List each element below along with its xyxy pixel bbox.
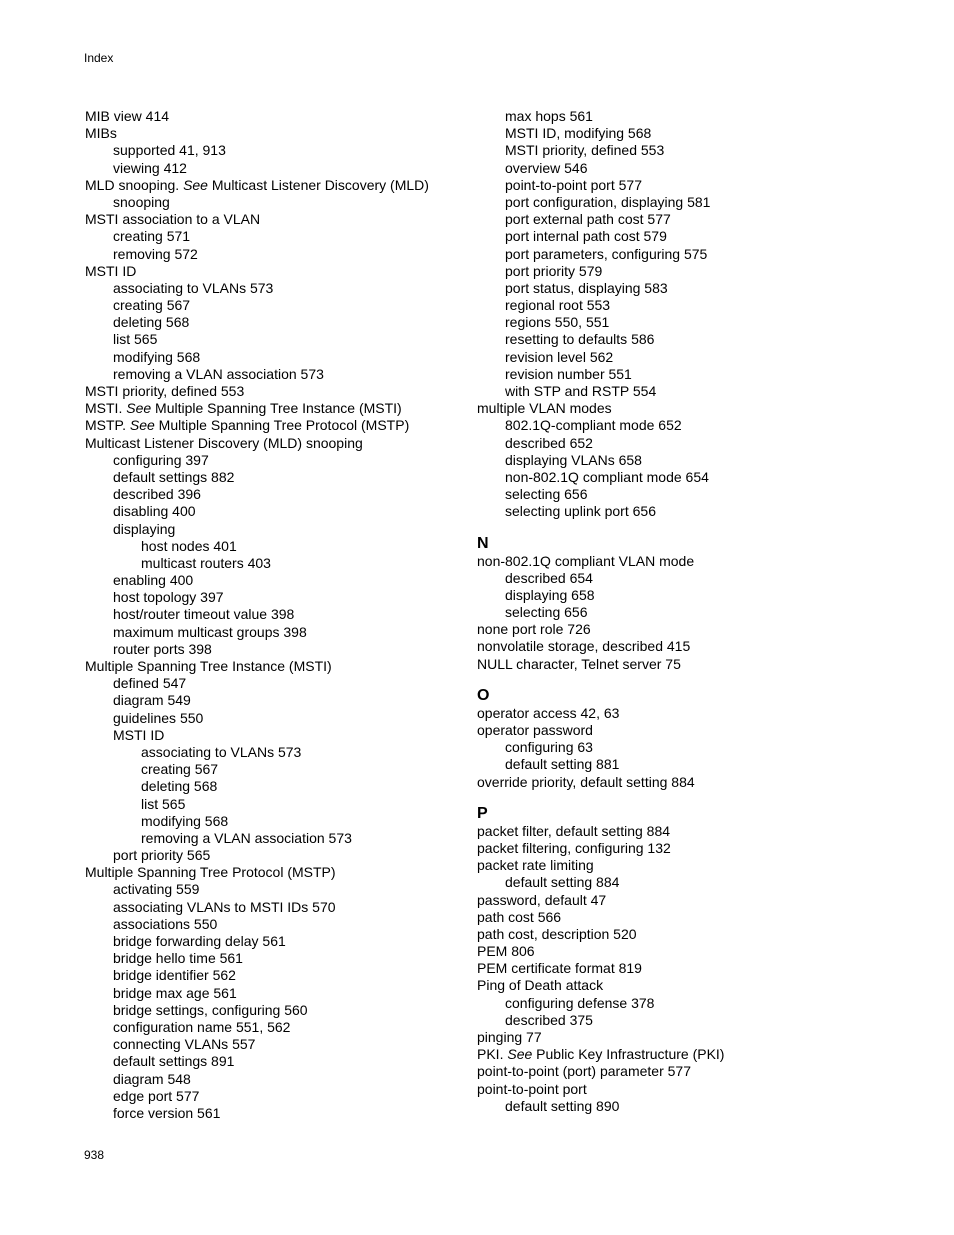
index-entry bbox=[85, 417, 485, 434]
index-entry: deleting 568 bbox=[141, 778, 218, 795]
index-entry: described 396 bbox=[113, 486, 201, 503]
index-entry: revision level 562 bbox=[505, 348, 614, 365]
index-entry: non-802.1Q compliant VLAN mode bbox=[477, 552, 695, 569]
index-entry: snooping bbox=[113, 193, 170, 210]
index-entry: resetting to defaults 586 bbox=[505, 331, 655, 348]
index-entry: port priority 579 bbox=[505, 262, 603, 279]
see-reference: See bbox=[183, 176, 208, 193]
index-entry: modifying 568 bbox=[141, 812, 229, 829]
index-entry: overview 546 bbox=[505, 159, 588, 176]
page-number: 938 bbox=[84, 1148, 105, 1162]
index-entry: regions 550, 551 bbox=[505, 314, 610, 331]
index-entry: MSTI ID bbox=[113, 726, 165, 743]
index-entry: default setting 890 bbox=[505, 1097, 620, 1114]
index-entry: Ping of Death attack bbox=[477, 977, 604, 994]
index-entry-term: MLD snooping. bbox=[85, 176, 184, 193]
index-entry: supported 41, 913 bbox=[113, 142, 226, 159]
index-section-letter: N bbox=[477, 534, 489, 552]
index-entry-target: Multiple Spanning Tree Instance (MSTI) bbox=[151, 400, 402, 417]
index-entry-term: PKI. bbox=[477, 1046, 508, 1063]
index-entry bbox=[85, 400, 485, 417]
index-entry: max hops 561 bbox=[505, 108, 593, 124]
index-entry bbox=[85, 177, 485, 194]
index-entry: configuration name 551, 562 bbox=[113, 1018, 291, 1035]
index-entry: multicast routers 403 bbox=[141, 554, 271, 571]
index-entry: associating VLANs to MSTI IDs 570 bbox=[113, 898, 336, 915]
index-entry: diagram 549 bbox=[113, 692, 191, 709]
index-entry: point-to-point port 577 bbox=[505, 176, 642, 193]
see-reference: See bbox=[507, 1046, 533, 1063]
index-entry: configuring defense 378 bbox=[505, 994, 655, 1011]
index-entry: MIBs bbox=[85, 125, 117, 142]
index-entry: port parameters, configuring 575 bbox=[505, 245, 708, 262]
index-entry: non-802.1Q compliant mode 654 bbox=[505, 468, 709, 485]
index-entry: viewing 412 bbox=[113, 159, 187, 176]
index-entry: operator password bbox=[477, 722, 593, 738]
index-entry: with STP and RSTP 554 bbox=[505, 383, 657, 399]
index-entry: maximum multicast groups 398 bbox=[113, 623, 307, 640]
index-entry: Multiple Spanning Tree Instance (MSTI) bbox=[85, 658, 332, 674]
index-entry: removing a VLAN association 573 bbox=[141, 829, 352, 846]
index-entry-target: Multicast Listener Discovery (MLD) bbox=[207, 176, 429, 193]
index-entry: default setting 881 bbox=[505, 756, 620, 773]
see-reference: See bbox=[129, 417, 155, 434]
index-entry: selecting 656 bbox=[505, 486, 588, 503]
index-entry: activating 559 bbox=[113, 881, 200, 898]
index-entry: creating 567 bbox=[141, 761, 219, 778]
index-entry: port internal path cost 579 bbox=[505, 228, 667, 245]
index-entry: bridge max age 561 bbox=[113, 984, 237, 1001]
index-entry: password, default 47 bbox=[477, 891, 607, 908]
index-entry: default settings 882 bbox=[113, 468, 235, 485]
index-entry: multiple VLAN modes bbox=[477, 400, 612, 417]
index-entry-term: MSTP. bbox=[85, 417, 130, 434]
index-entry: removing 572 bbox=[113, 245, 198, 262]
index-entry: described 375 bbox=[505, 1011, 593, 1028]
index-entry: defined 547 bbox=[113, 675, 187, 692]
index-entry: bridge hello time 561 bbox=[113, 950, 243, 967]
index-entry: packet rate limiting bbox=[477, 857, 594, 874]
index-entry: MSTI ID, modifying 568 bbox=[505, 125, 652, 142]
index-entry: configuring 63 bbox=[505, 739, 593, 756]
index-entry: MSTI priority, defined 553 bbox=[85, 383, 245, 399]
index-entry: Multicast Listener Discovery (MLD) snooping bbox=[85, 434, 363, 451]
index-entry: MSTI priority, defined 553 bbox=[505, 142, 665, 159]
index-entry: disabling 400 bbox=[113, 503, 196, 520]
index-entry: displaying 658 bbox=[505, 586, 595, 603]
index-section-letter: P bbox=[477, 804, 488, 822]
index-entry: bridge forwarding delay 561 bbox=[113, 933, 286, 949]
index-entry: NULL character, Telnet server 75 bbox=[477, 655, 681, 672]
index-column-right bbox=[477, 108, 877, 1115]
index-entry: regional root 553 bbox=[505, 297, 611, 314]
index-entry: list 565 bbox=[141, 795, 186, 812]
index-entry: Multiple Spanning Tree Protocol (MSTP) bbox=[85, 864, 336, 881]
index-entry: described 654 bbox=[505, 569, 593, 586]
index-entry: connecting VLANs 557 bbox=[113, 1036, 256, 1053]
index-entry-target: Public Key Infrastructure (PKI) bbox=[532, 1046, 725, 1063]
index-entry: deleting 568 bbox=[113, 314, 190, 331]
index-entry: router ports 398 bbox=[113, 640, 212, 657]
index-entry: packet filtering, configuring 132 bbox=[477, 839, 671, 856]
index-entry: host/router timeout value 398 bbox=[113, 606, 295, 623]
index-entry: pinging 77 bbox=[477, 1029, 542, 1045]
index-entry: port status, displaying 583 bbox=[505, 279, 668, 296]
index-entry: enabling 400 bbox=[113, 572, 194, 589]
index-entry: host nodes 401 bbox=[141, 537, 237, 554]
index-entry-term: MSTI. bbox=[85, 400, 127, 417]
index-entry: associating to VLANs 573 bbox=[113, 279, 274, 296]
index-entry: creating 567 bbox=[113, 297, 191, 314]
index-entry: point-to-point port bbox=[477, 1080, 587, 1097]
index-entry: default settings 891 bbox=[113, 1053, 235, 1070]
index-entry: MSTI ID bbox=[85, 262, 137, 279]
index-entry: bridge settings, configuring 560 bbox=[113, 1001, 308, 1018]
index-entry: port configuration, displaying 581 bbox=[505, 193, 711, 210]
index-entry: PEM 806 bbox=[477, 943, 535, 960]
index-entry: modifying 568 bbox=[113, 348, 201, 365]
index-entry: displaying VLANs 658 bbox=[505, 451, 642, 468]
index-entry: associating to VLANs 573 bbox=[141, 743, 302, 760]
index-entry: packet filter, default setting 884 bbox=[477, 822, 671, 839]
index-entry: operator access 42, 63 bbox=[477, 704, 620, 721]
index-entry-target: Multiple Spanning Tree Protocol (MSTP) bbox=[154, 417, 410, 434]
index-entry: configuring 397 bbox=[113, 451, 209, 468]
index-entry: removing a VLAN association 573 bbox=[113, 365, 324, 382]
index-entry: host topology 397 bbox=[113, 589, 224, 606]
index-entry: 802.1Q-compliant mode 652 bbox=[505, 417, 682, 434]
index-entry: diagram 548 bbox=[113, 1070, 191, 1087]
index-entry: associations 550 bbox=[113, 915, 218, 932]
index-entry bbox=[477, 1046, 877, 1063]
index-entry: MSTI association to a VLAN bbox=[85, 211, 261, 228]
index-entry: force version 561 bbox=[113, 1104, 221, 1121]
index-entry: list 565 bbox=[113, 331, 158, 348]
index-entry: port external path cost 577 bbox=[505, 211, 671, 228]
index-entry: path cost, description 520 bbox=[477, 925, 637, 942]
index-entry: port priority 565 bbox=[113, 847, 211, 864]
running-header: Index bbox=[84, 51, 114, 65]
index-entry: none port role 726 bbox=[477, 621, 591, 638]
index-entry: creating 571 bbox=[113, 228, 191, 245]
index-entry: point-to-point (port) parameter 577 bbox=[477, 1063, 691, 1080]
index-column-left bbox=[85, 108, 485, 1122]
index-entry: MIB view 414 bbox=[85, 108, 170, 124]
index-entry: guidelines 550 bbox=[113, 709, 204, 726]
index-entry: bridge identifier 562 bbox=[113, 967, 236, 984]
index-entry: default setting 884 bbox=[505, 874, 620, 891]
index-entry: path cost 566 bbox=[477, 908, 562, 925]
index-entry: selecting 656 bbox=[505, 604, 588, 621]
index-entry: PEM certificate format 819 bbox=[477, 960, 642, 977]
index-entry: displaying bbox=[113, 520, 176, 537]
index-section-letter: O bbox=[477, 686, 490, 704]
index-entry: edge port 577 bbox=[113, 1087, 200, 1104]
index-entry: override priority, default setting 884 bbox=[477, 773, 695, 790]
index-entry: nonvolatile storage, described 415 bbox=[477, 638, 691, 655]
index-entry: revision number 551 bbox=[505, 365, 632, 382]
see-reference: See bbox=[126, 400, 152, 417]
index-entry: selecting uplink port 656 bbox=[505, 503, 656, 520]
index-entry: described 652 bbox=[505, 434, 593, 451]
